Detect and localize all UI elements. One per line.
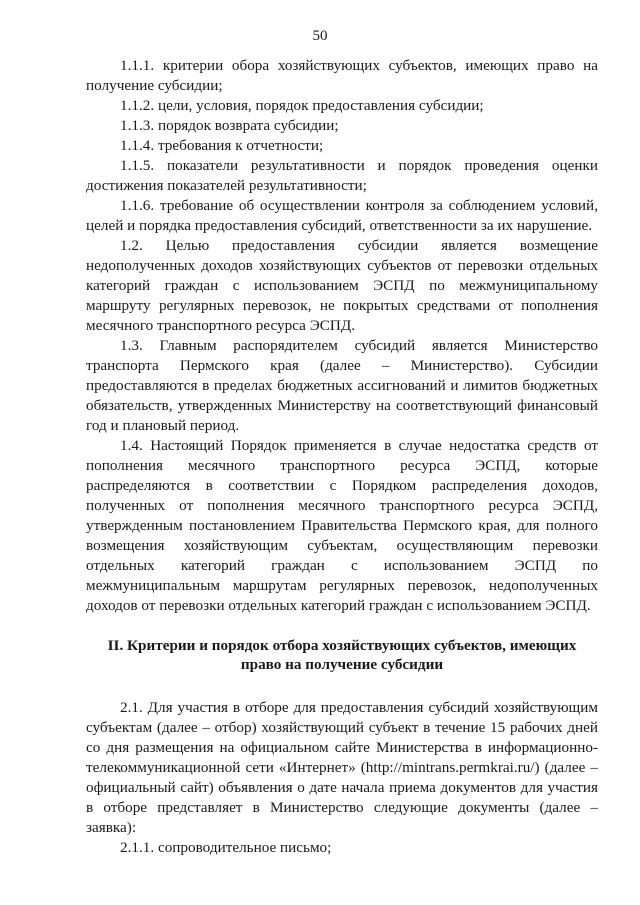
paragraph-1-1-2: 1.1.2. цели, условия, порядок предоставления субсидии; [120,97,484,114]
paragraph-1-1-3: 1.1.3. порядок возврата субсидии; [120,117,339,134]
paragraph-1-1-5: 1.1.5. показатели результативности и порядок проведения оценки достижения показателей результативности; [86,157,598,194]
document-body [86,56,598,858]
paragraph-1-4: 1.4. Настоящий Порядок применяется в случае недостатка средств от пополнения месячного транспортного ресурса ЭСПД, которые распределяются в соответствии с Порядком распределения доходов, полученных от пополнения месячного транспортного ресурса ЭСПД, утвержденным постановлением Правительства Пермского края, для полного возмещения хозяйствующим субъектам, осуществляющим перевозки отдельных категорий граждан с использованием ЭСПД по межмуниципальным маршрутам регулярных перевозок, недополученных доходов от перевозки отдельных категорий граждан с использованием ЭСПД. [86,437,598,614]
paragraph-2-1: 2.1. Для участия в отборе для предоставления субсидий хозяйствующим субъектам (далее – отбор) хозяйствующий субъект в течение 15 рабочих дней со дня размещения на официальном сайте Министерства в информационно-телекоммуникационной сети «Интернет» (http://mintrans.permkrai.ru/) (далее – официальный сайт) объявления о дате начала приема документов для участия в отборе представляет в Министерство следующие документы (далее – заявка): [86,699,598,836]
paragraph-1-2: 1.2. Целью предоставления субсидии является возмещение недополученных доходов хозяйствующих субъектов от перевозки отдельных категорий граждан с использованием ЭСПД по межмуниципальному маршруту регулярных перевозок, не покрытых средствами от пополнения месячного транспортного ресурса ЭСПД. [86,237,598,334]
section-heading: II. Критерии и порядок отбора хозяйствующих субъектов, имеющих право на получение субсидии [107,637,577,673]
paragraph-1-1-6: 1.1.6. требование об осуществлении контроля за соблюдением условий, целей и порядка предоставления субсидий, ответственности за их нарушение. [86,197,598,234]
paragraph-2-1-1: 2.1.1. сопроводительное письмо; [120,839,332,856]
paragraph-1-1-1: 1.1.1. критерии обора хозяйствующих субъектов, имеющих право на получение субсидии; [86,57,598,94]
page-number: 50 [312,28,328,44]
paragraph-1-3: 1.3. Главным распорядителем субсидий является Министерство транспорта Пермского края (далее – Министерство). Субсидии предоставляются в пределах бюджетных ассигнований и лимитов бюджетных обязательств, утвержденных Министерству на соответствующий финансовый год и плановый период. [86,337,598,434]
paragraph-1-1-4: 1.1.4. требования к отчетности; [120,137,324,154]
